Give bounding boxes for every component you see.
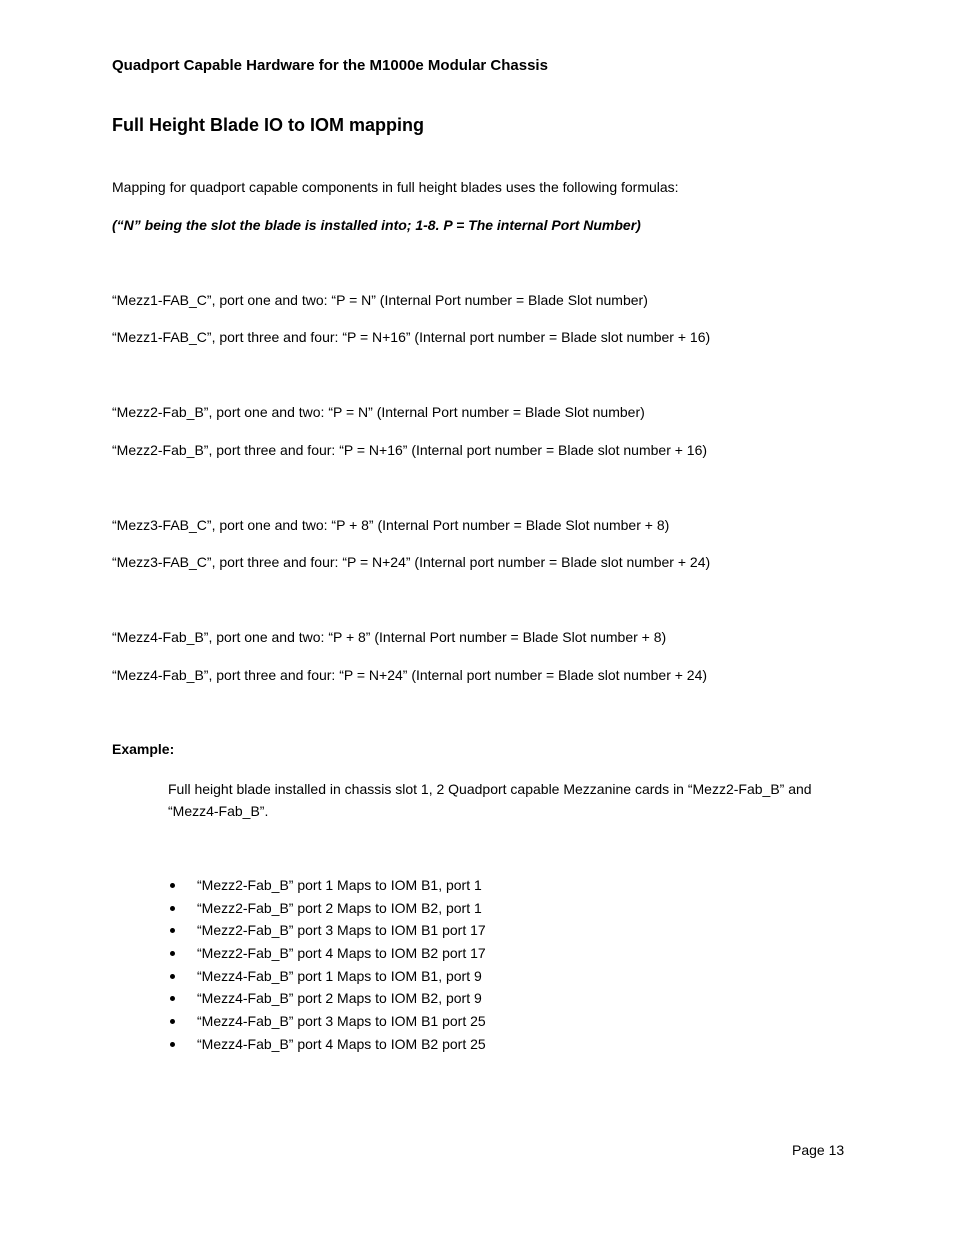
list-item-text: “Mezz2-Fab_B” port 1 Maps to IOM B1, port 1 [197, 877, 482, 893]
section-heading: Full Height Blade IO to IOM mapping [112, 115, 424, 135]
list-item [168, 942, 486, 965]
intro-paragraph: Mapping for quadport capable components in full height blades uses the following formulas: [112, 179, 679, 195]
formula-note: (“N” being the slot the blade is installed into; 1-8. P = The internal Port Number) [112, 217, 641, 233]
list-item [168, 1033, 486, 1056]
formula-line: “Mezz3-FAB_C”, port three and four: “P = N+24” (Internal port number = Blade slot number + 24) [112, 554, 711, 570]
formula-line: “Mezz2-Fab_B”, port three and four: “P = N+16” (Internal port number = Blade slot number + 16) [112, 442, 708, 458]
list-item-text: “Mezz2-Fab_B” port 4 Maps to IOM B2 port 17 [197, 945, 486, 962]
bullet-icon [170, 951, 175, 956]
bullet-icon [170, 928, 175, 933]
list-item [168, 874, 486, 897]
formula-line: “Mezz1-FAB_C”, port one and two: “P = N” (Internal Port number = Blade Slot number) [112, 292, 648, 308]
list-item [168, 919, 486, 942]
formula-line: “Mezz1-FAB_C”, port three and four: “P = N+16” (Internal port number = Blade slot number + 16) [112, 329, 711, 345]
list-item-text: “Mezz2-Fab_B” port 2 Maps to IOM B2, port 1 [197, 899, 482, 916]
mapping-list [168, 874, 486, 1056]
formula-line: “Mezz4-Fab_B”, port one and two: “P + 8” (Internal Port number = Blade Slot number + 8) [112, 629, 667, 645]
formula-line: “Mezz4-Fab_B”, port three and four: “P = N+24” (Internal port number = Blade slot number + 24) [112, 667, 708, 683]
list-item [168, 987, 486, 1010]
formula-line: “Mezz2-Fab_B”, port one and two: “P = N” (Internal Port number = Blade Slot number) [112, 404, 645, 420]
bullet-icon [170, 1042, 175, 1047]
page-number: Page 13 [792, 1142, 845, 1158]
bullet-icon [170, 906, 175, 911]
list-item-text: “Mezz2-Fab_B” port 3 Maps to IOM B1 port 17 [197, 922, 486, 939]
example-label: Example: [112, 741, 175, 757]
formula-line: “Mezz3-FAB_C”, port one and two: “P + 8” (Internal Port number = Blade Slot number + 8) [112, 517, 670, 533]
bullet-icon [170, 974, 175, 979]
list-item [168, 965, 486, 988]
bullet-icon [170, 1019, 175, 1024]
bullet-icon [170, 996, 175, 1001]
running-header: Quadport Capable Hardware for the M1000e Modular Chassis [112, 57, 548, 74]
list-item-text: “Mezz4-Fab_B” port 2 Maps to IOM B2, port 9 [197, 990, 482, 1007]
list-item-text: “Mezz4-Fab_B” port 3 Maps to IOM B1 port 25 [197, 1013, 486, 1030]
list-item [168, 897, 486, 920]
list-item [168, 1010, 486, 1033]
list-item-text: “Mezz4-Fab_B” port 4 Maps to IOM B2 port 25 [197, 1035, 486, 1052]
example-paragraph: Full height blade installed in chassis slot 1, 2 Quadport capable Mezzanine cards in “Mezz2-Fab_B” and “Mezz4-Fab_B”. [168, 781, 812, 819]
list-item-text: “Mezz4-Fab_B” port 1 Maps to IOM B1, port 9 [197, 967, 482, 984]
bullet-icon [170, 883, 175, 888]
